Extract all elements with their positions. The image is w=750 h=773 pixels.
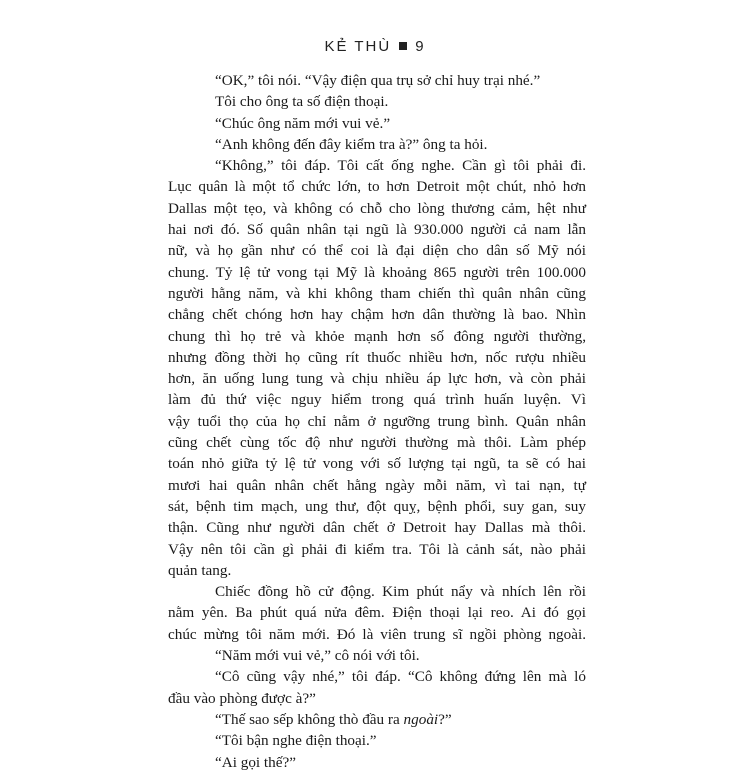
text-line: “Tôi bận nghe điện thoại.” <box>215 732 377 750</box>
text-line: hơn, ăn uống lung tung và chịu nhiều áp lực hơn, và còn phải <box>168 370 586 388</box>
text-line: quản tang. <box>168 561 232 579</box>
text-line: cũng chết cùng tốc độ như người thường mà thôi. Làm phép <box>168 434 586 452</box>
text-line: chung thì họ trẻ và khỏe mạnh hơn số đông người thường, <box>168 327 586 345</box>
text-line: Vậy nên tôi cần gì phải đi kiểm tra. Tôi là cảnh sát, nào phải <box>168 540 586 558</box>
text-segment: ?” <box>438 710 452 728</box>
text-line: “OK,” tôi nói. “Vậy điện qua trụ sở chỉ huy trại nhé.” <box>215 72 541 89</box>
text-line: “Cô cũng vậy nhé,” tôi đáp. “Cô không đứng lên mà ló <box>215 668 586 686</box>
text-line: làm đủ thứ việc nguy hiểm trong quá trình huấn luyện. Vì <box>168 391 586 409</box>
text-line: “Năm mới vui vẻ,” cô nói với tôi. <box>215 647 420 665</box>
text-line: “Ai gọi thế?” <box>215 753 296 771</box>
text-line: Lục quân là một tổ chức lớn, to hơn Detroit một chút, nhỏ hơn <box>168 178 586 196</box>
text-line: “Chúc ông năm mới vui vẻ.” <box>215 114 391 132</box>
body-text <box>168 70 586 773</box>
running-header <box>0 38 750 55</box>
page-number: 9 <box>415 38 426 55</box>
text-line: nữ, và họ gần như có thể coi là đại diện cho dân số Mỹ nói <box>168 242 586 260</box>
italic-word: ngoài <box>403 710 439 728</box>
text-line: “Anh không đến đây kiểm tra à?” ông ta hỏi. <box>215 135 488 153</box>
square-separator-icon <box>399 42 407 50</box>
text-line: nằm yên. Ba phút quá nửa đêm. Điện thoại lại reo. Ai đó gọi <box>168 604 586 622</box>
text-line: chúc mừng tôi năm mới. Đó là viên trung sĩ ngồi phòng ngoài. <box>168 625 586 643</box>
text-line: chung. Tỷ lệ tử vong tại Mỹ là khoảng 865 người trên 100.000 <box>168 263 586 281</box>
text-line: Chiếc đồng hồ cử động. Kim phút nẩy và nhích lên rồi <box>215 583 586 601</box>
text-line: “Không,” tôi đáp. Tôi cất ống nghe. Cần gì tôi phải đi. <box>215 157 586 175</box>
text-line: hai nơi đó. Số quân nhân tại ngũ là 930.000 người cả nam lẫn <box>168 221 586 239</box>
text-line: nhưng đồng thời họ cũng rít thuốc nhiều hơn, nốc rượu nhiều <box>168 348 586 366</box>
text-line: chẳng chết chóng hơn hay chậm hơn dân thường là bao. Nhìn <box>168 306 586 324</box>
chapter-title: KẺ THÙ <box>324 38 392 55</box>
text-line: đầu vào phòng được à?” <box>168 689 316 707</box>
text-line: thận. Cũng như người dân chết ở Detroit hay Dallas mà thôi. <box>168 519 586 537</box>
text-line: vậy tuổi thọ của họ chỉ nằm ở ngưỡng trung bình. Quân nhân <box>168 412 586 430</box>
text-line: Dallas một tẹo, và không có chỗ cho lòng thương cảm, hệt như <box>168 199 586 217</box>
text-segment: “Thế sao sếp không thò đầu ra <box>215 710 404 728</box>
text-line <box>168 709 586 730</box>
text-line: sát, bệnh tim mạch, ung thư, đột quỵ, bệnh phổi, suy gan, suy <box>168 497 586 515</box>
text-line: toán nhỏ giữa tỷ lệ tử vong với số lượng tại ngũ, ta sẽ có hai <box>168 455 586 473</box>
text-line: người hằng năm, và khi không tham chiến thì quân nhân cũng <box>168 284 586 302</box>
text-line: mươi hai quân nhân chết hằng ngày mỗi năm, vì tai nạn, tự <box>168 476 586 494</box>
text-line: Tôi cho ông ta số điện thoại. <box>215 93 389 111</box>
